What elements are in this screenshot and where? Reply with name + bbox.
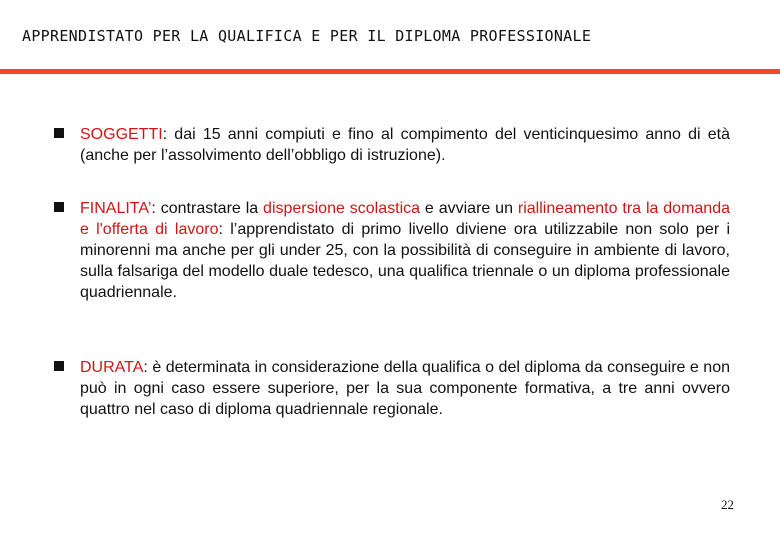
square-bullet-icon [54, 128, 64, 138]
bullet-text [80, 357, 730, 420]
bullet-body: : dai 15 anni compiuti e fino al compimento del venticinquesimo anno di età (anche per l’assolvimento dell’obbligo di istruzione). [80, 126, 730, 164]
highlight-riallineamento: riallineamento tra la domanda e l'offerta di lavoro [80, 200, 731, 238]
bullet-durata [54, 357, 730, 420]
bullet-body: : è determinata in considerazione della qualifica o del diploma da conseguire e non può in ogni caso essere superiore, per la sua componente formativa, a tre anni ovvero quattro nel caso di diploma quadriennale regionale. [80, 359, 730, 418]
bullet-text [80, 124, 730, 166]
bullet-text [80, 198, 730, 303]
highlight-dispersione: dispersione scolastica [263, 200, 421, 217]
bullet-finalita [54, 198, 730, 303]
keyword-soggetti: SOGGETTI [80, 126, 163, 143]
bullet-body-part: : l’apprendistato di primo livello diviene ora utilizzabile non solo per i minorenni ma anche per gli under 25, con la possibilità di conseguire in ambiente di lavoro, sulla falsariga del modello duale tedesco, una qualifica triennale o un diploma professionale quadriennale. [80, 221, 730, 301]
bullet-soggetti [54, 124, 730, 166]
bullet-body-part: : contrastare la [151, 200, 264, 217]
title-divider [0, 69, 780, 74]
keyword-finalita: FINALITA’ [80, 200, 152, 217]
bullet-body-part: e avviare un [420, 200, 518, 217]
square-bullet-icon [54, 202, 64, 212]
square-bullet-icon [54, 361, 64, 371]
slide-title: APPRENDISTATO PER LA QUALIFICA E PER IL DIPLOMA PROFESSIONALE [22, 27, 592, 45]
page-number: 22 [721, 497, 734, 512]
keyword-durata: DURATA [80, 359, 144, 376]
